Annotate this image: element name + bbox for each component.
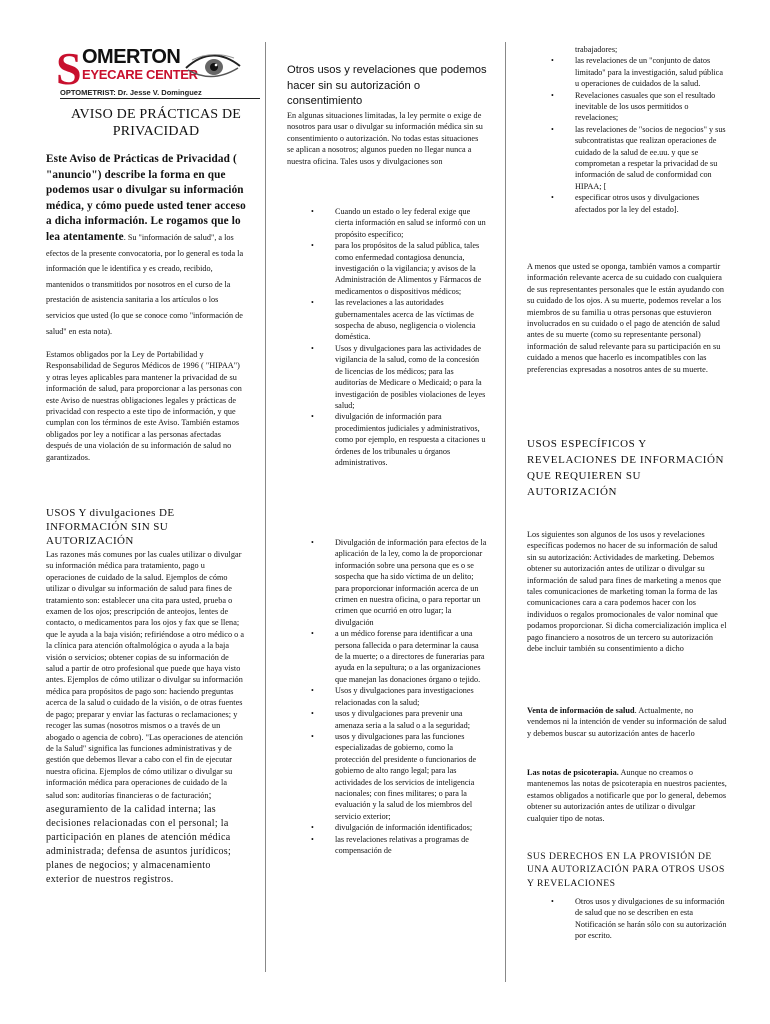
otros-intro-paragraph: En algunas situaciones limitadas, la ley permite o exige de nosotros para usar o divulgar su información médica sin su consentimiento o autorización. No todas estas situaciones se aplican a nosotros; algunos pueden no llegar nunca a nuestra oficina. Tales usos y divulgaciones son xyxy=(287,111,483,166)
column-divider xyxy=(265,42,266,972)
section-heading-otros: Otros usos y revelaciones que podemos hacer sin su autorización o consentimiento xyxy=(287,64,487,108)
logo-subtitle: EYECARE CENTER xyxy=(82,67,198,82)
list-item: • las revelaciones de "socios de negocios" y sus subcontratistas que realizan operaciones de cuidado de la salud de ee.uu. y que se comprometan a respetar la privacidad de su información de salud de conformidad con HIPAA; [ xyxy=(527,124,727,192)
logo-s-letter: S xyxy=(56,43,82,94)
logo-name: OMERTON xyxy=(82,46,181,68)
list-item: • las revelaciones a las autoridades gubernamentales acerca de las víctimas de sospecha de abuso, negligencia o violencia doméstica. xyxy=(287,297,487,343)
list-item: • divulgación de información identificados; xyxy=(287,822,487,833)
list-item: • divulgación de información para procedimientos judiciales y administrativos, como por ejemplo, en respuesta a citaciones u órdenes de los tribunales u órganos administrativos. xyxy=(287,411,487,468)
usos-paragraph-text-large: ; aseguramiento de la calidad interna; las decisiones relacionadas con el personal; la participación en planes de atención médica administrada; defensa de asuntos jurídicos; planes de negocios; y almacenamiento exterior de nuestros registros. xyxy=(46,789,232,885)
otros-list-a xyxy=(287,206,487,468)
intro-rest-text: . Su "información de salud", a los efectos de la presente convocatoria, por lo general es toda la información que le identifica y es creado, recibido, mantenidos o transmitidos por nosotros en el curso de la prestación de asistencia sanitaria a los artículos o los servicios que usted (lo que se conoce como "información de salud" en esta nota). xyxy=(46,232,244,336)
venta-paragraph xyxy=(527,705,727,739)
venta-label: Venta de información de salud xyxy=(527,706,635,715)
intro-paragraph xyxy=(46,152,246,339)
list-item: trabajadores; xyxy=(575,45,618,54)
list-item: • las revelaciones relativas a programas de compensación de xyxy=(287,834,487,857)
usos-paragraph-text: Las razones más comunes por las cuales utilizar o divulgar su información médica para tratamiento, pago u operaciones de cuidado de la salud. Ejemplos de cómo utilizar o divulgar su información de salud para fines de tratamiento son: establecer una cita para usted, prueba o examen de los ojos; prescripción de anteojos, lentes de contacto, o medicamentos para los ojos y fax que se llena; que le ayuda a la baja visión; refiriéndose a otro médico o a la clínica para atención oftalmológica o ayuda a la baja visión o servicios; obtener copias de su información de salud a partir de otro profesional que puede que haya visto antes. Ejemplos de cómo utilizar o divulgar su información médica para propósitos de pago son: haciendo preguntas acerca de la salud o cuidado de la visión, o de otras fuentes de pago; preparar y enviar las facturas o reclamaciones; y recoger las sumas (nosotros mismos o a través de un abogado o agencia de cobro). "Las operaciones de atención de la Salud" significa las funciones administrativas y de gestión que debemos llevar a cabo con el fin de ejecutar nuestra oficina. Ejemplos de cómo utilizar o divulgar su información médica para operaciones de cuidado de la salud son: auditorías financieras o de facturación xyxy=(46,550,245,800)
representatives-paragraph: A menos que usted se oponga, también vamos a compartir información relevante acerca de su cuidado con cualquiera de sus representantes personales que le están ayudando con su cuidado de los ojos. A su muerte, podemos revelar a los miembros de su familia u otras personas que estuvieron involucrados en su cuidado o el pago de atención de salud antes de su muerte (como su representante personal) información de salud relevante para su participación en su cuidado a menos que hacerlo es incompatibles con las preferencias expresadas a nosotros antes de su muerte. xyxy=(527,262,725,374)
list-item: • Usos y divulgaciones para investigaciones relacionadas con la salud; xyxy=(287,685,487,708)
list-item: • Revelaciones casuales que son el resultado inevitable de los usos permitidos o revelaciones; xyxy=(527,90,727,124)
derechos-list xyxy=(527,896,727,942)
psicoterapia-paragraph xyxy=(527,767,727,824)
column-divider xyxy=(505,42,506,982)
psicoterapia-text: Aunque no creamos o mantenemos las notas de psicoterapia en nuestros pacientes, estamos obligados a notificarle que por lo general, debemos obtener su autorización antes de utilizar o divulgar cualquier tipo de notas. xyxy=(527,768,727,823)
list-item: • Cuando un estado o ley federal exige que cierta información en salud se informó con un propósito específico; xyxy=(287,206,487,240)
somerton-logo xyxy=(56,43,246,94)
psicoterapia-label: Las notas de psicoterapia. xyxy=(527,768,619,777)
list-item: • Usos y divulgaciones para las actividades de vigilancia de la salud, como de la concesión de licencias de los médicos; para las auditorías de Medicare o Medicaid; o para la investigación de posibles violaciones de leyes salud; xyxy=(287,343,487,411)
section-heading-derechos: SUS DERECHOS EN LA PROVISIÓN DE UNA AUTORIZACIÓN PARA OTROS USOS Y REVELACIONES xyxy=(527,851,725,889)
list-item: • usos y divulgaciones para prevenir una amenaza seria a la salud o a la seguridad; xyxy=(287,708,487,731)
usos-paragraph xyxy=(46,549,246,887)
optometrist-line: OPTOMETRIST: Dr. Jesse V. Dominguez xyxy=(60,88,260,99)
intro-bold-text: Este Aviso de Prácticas de Privacidad ( "anuncio") describe la forma en que podemos usar o divulgar su información médica, y cómo puede usted tener acceso a dicha información. Le rogamos que lo lea atentamente xyxy=(46,153,246,243)
list-item: • usos y divulgaciones para las funciones especializadas de gobierno, como la protección del presidente o funcionarios de gobierno de alto rango legal; para las actividades de los servicios de inteligencia nacionales; con fines militares; o para la evaluación y la salud de los miembros del servicio exterior; xyxy=(287,731,487,822)
list-item: • Otros usos y divulgaciones de su información de salud que no se describen en esta Notificación se harán sólo con su autorización por escrito. xyxy=(527,896,727,942)
list-item: • especificar otros usos y divulgaciones afectados por la ley del estado]. xyxy=(527,192,727,215)
list-item: • para los propósitos de la salud pública, tales como enfermedad contagiosa denuncia, investigación o la vigilancia; y avisos de la Administración de Alimentos y Fármacos de medicamentos o dispositivos médicos; xyxy=(287,240,487,297)
list-item: • a un médico forense para identificar a una persona fallecida o para determinar la causa de la muerte; o a directores de funerarias para ayuda en la sepultura; o a las organizaciones que manejan las donaciones órgano o tejido. xyxy=(287,628,487,685)
eye-icon xyxy=(184,48,242,84)
marketing-paragraph: Los siguientes son algunos de los usos y revelaciones específicas podemos no hacer de su información de salud sin su autorización: Actividades de marketing. Debemos obtener su autorización antes de utilizar o divulgar su información de salud para fines de marketing a menos que tales comunicaciones de marketing toman la forma de las comunicaciones cara a cara podemos hacer con los individuos o regalos promocionales de valor nominal que podamos proporcionar. Si dicha comercialización implica el pago financiero a nosotros de un tercero su autorización debe incluir también su consentimiento a dicho xyxy=(527,530,727,654)
list-item: • Divulgación de información para efectos de la aplicación de la ley, como la de proporcionar información sobre una persona que es o se sospecha que ha sido víctima de un delito; para proporcionar información acerca de un crimen en nuestra oficina, o para reportar un crimen que ocurrió en otro lugar; la divulgación xyxy=(287,537,487,628)
document-title: AVISO DE PRÁCTICAS DE PRIVACIDAD xyxy=(70,107,242,139)
hipaa-paragraph: Estamos obligados por la Ley de Portabilidad y Responsabilidad de Seguros Médicos de 1996 ( "HIPAA") y otras leyes aplicables para mantener la privacidad de su información de salud, para proporcionar a las personas con este Aviso de nuestras obligaciones legales y prácticas de privacidad con respecto a este tipo de información, y que cumplan con los términos de este Aviso. También estamos obligados por ley a notificar a las personas afectadas después de una violación de su información de salud no garantizados. xyxy=(46,350,242,462)
list-item: • las revelaciones de un "conjunto de datos limitado" para la investigación, salud pública u operaciones de cuidados de la salud. xyxy=(527,55,727,89)
section-heading-usos-especificos: USOS ESPECÍFICOS Y REVELACIONES DE INFORMACIÓN QUE REQUIEREN SU AUTORIZACIÓN xyxy=(527,438,725,498)
otros-list-b xyxy=(287,537,487,856)
venta-text: . Actualmente, no vendemos ni la intención de vender su información de salud y debemos buscar su autorización antes de hacerlo xyxy=(527,706,727,738)
continued-list xyxy=(527,44,727,215)
section-heading-usos: USOS Y divulgaciones DE INFORMACIÓN SIN SU AUTORIZACIÓN xyxy=(46,507,175,547)
